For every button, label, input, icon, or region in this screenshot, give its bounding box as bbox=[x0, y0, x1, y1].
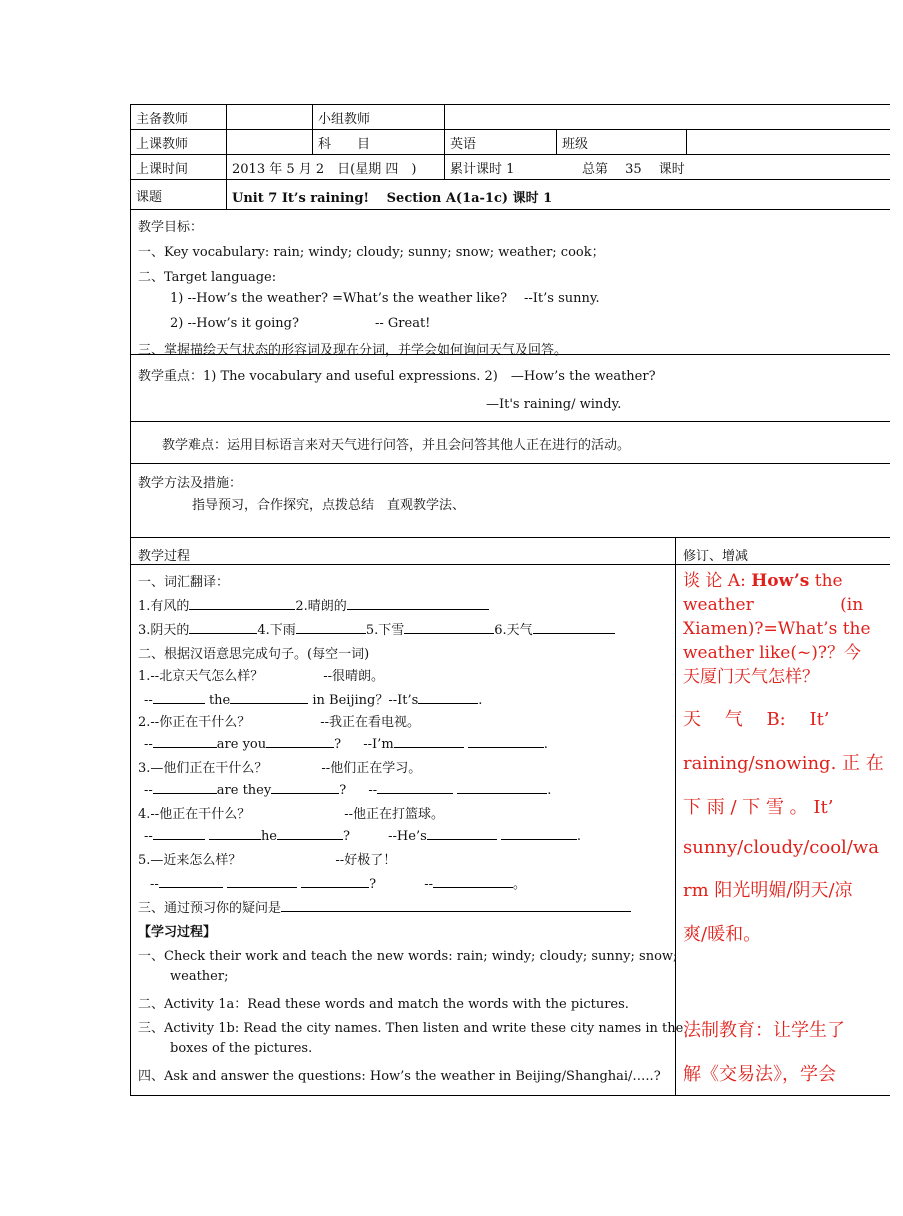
section-methods bbox=[130, 463, 890, 537]
question-4: 4.--他正在干什么？ --他正在打篮球。 bbox=[138, 807, 444, 822]
section-key-points bbox=[130, 354, 890, 421]
value-topic: Unit 7 It’s raining! Section A(1a-1c) 课时 1 bbox=[232, 191, 553, 206]
methods-body: 指导预习，合作探究，点拨总结 直观教学法、 bbox=[192, 498, 466, 513]
process-header-row bbox=[130, 537, 890, 564]
objectives-line-2: 二、Target language: bbox=[138, 270, 277, 285]
label-teacher: 上课教师 bbox=[136, 137, 189, 152]
row-lead-teacher bbox=[130, 104, 890, 129]
section-objectives bbox=[130, 209, 890, 358]
study-process-title: 【学习过程】 bbox=[138, 925, 217, 940]
revision-a4: weather like(~)?？今 bbox=[683, 643, 861, 663]
value-subject: 英语 bbox=[450, 137, 477, 152]
objectives-line-3a: 1) --How’s the weather? =What’s the weather like? bbox=[170, 291, 508, 306]
revision-c2: 解《交易法》，学会 bbox=[683, 1064, 836, 1085]
objectives-line-1: 一、Key vocabulary: rain; windy; cloudy; sunny; snow; weather; cook； bbox=[138, 245, 605, 260]
process-body bbox=[130, 564, 890, 1096]
value-lead-teacher bbox=[226, 105, 312, 129]
question-3: 3.—他们正在干什么？ --他们正在学习。 bbox=[138, 761, 422, 776]
question-1: 1.--北京天气怎么样？ --很晴朗。 bbox=[138, 669, 384, 684]
question-3-blanks: -- are they ? -- . bbox=[144, 783, 552, 798]
key-points-line-1: 教学重点：1) The vocabulary and useful expressions. 2) —How’s the weather? bbox=[138, 369, 656, 384]
difficulty-text: 教学难点：运用目标语言来对天气进行问答，并且会问答其他人正在进行的活动。 bbox=[162, 438, 631, 453]
revision-a1: 谈 论 A: How’s the bbox=[683, 571, 843, 591]
row-time bbox=[130, 154, 890, 179]
sentences-title: 二、根据汉语意思完成句子。(每空一词) bbox=[138, 647, 370, 662]
process-header-right: 修订、增减 bbox=[683, 549, 749, 564]
objectives-line-3b: --It’s sunny. bbox=[524, 291, 600, 306]
value-date: 2013 年 5 月 2 日(星期 四 ) bbox=[232, 162, 417, 177]
question-2-blanks: -- are you ? --I’m . bbox=[144, 737, 548, 752]
question-5-blanks: -- ? -- 。 bbox=[150, 877, 527, 892]
question-1-blanks: -- the in Beijing？--It’s . bbox=[144, 693, 483, 708]
key-points-line-2: —It's raining/ windy. bbox=[486, 397, 622, 412]
revision-a5: 天厦门天气怎样？ bbox=[683, 667, 819, 687]
vocab-line-1: 1.有风的 2.晴朗的 bbox=[138, 595, 489, 614]
revision-b5: rm 阳光明媚/阴天/凉 bbox=[683, 880, 853, 901]
label-topic: 课题 bbox=[136, 190, 163, 205]
question-2: 2.--你正在干什么？ --我正在看电视。 bbox=[138, 715, 420, 730]
process-step-1: 一、Check their work and teach the new words: rain; windy; cloudy; sunny; snow; bbox=[138, 949, 678, 964]
vocab-title: 一、词汇翻译： bbox=[138, 575, 230, 590]
objectives-line-4b: -- Great! bbox=[375, 316, 431, 331]
objectives-title: 教学目标： bbox=[138, 220, 204, 235]
section-difficulty bbox=[130, 421, 890, 463]
label-group-teacher: 小组教师 bbox=[318, 112, 371, 127]
process-step-3: 三、Activity 1b: Read the city names. Then listen and write these city names in the bbox=[138, 1021, 684, 1036]
revision-b2: raining/snowing. 正 在 bbox=[683, 753, 884, 774]
revision-b3: 下 雨 / 下 雪 。 It’ bbox=[683, 797, 834, 818]
label-subject: 科 目 bbox=[318, 137, 371, 152]
row-teacher bbox=[130, 129, 890, 154]
row-topic bbox=[130, 179, 890, 209]
label-time: 上课时间 bbox=[136, 162, 189, 177]
process-step-2: 二、Activity 1a：Read these words and match the words with the pictures. bbox=[138, 997, 629, 1012]
revision-b1: 天 气 B: It’ bbox=[683, 709, 830, 730]
revision-a3: Xiamen)?=What’s the bbox=[683, 619, 871, 639]
questions-from-preview: 三、通过预习你的疑问是 bbox=[138, 897, 631, 916]
value-cumulative: 累计课时 1 bbox=[450, 162, 515, 177]
revision-b6: 爽/暖和。 bbox=[683, 924, 762, 945]
revision-a2: weather (in bbox=[683, 595, 864, 615]
objectives-line-5: 三、掌握描绘天气状态的形容词及现在分词，并学会如何询问天气及回答。 bbox=[138, 343, 568, 358]
process-header-left: 教学过程 bbox=[138, 549, 191, 564]
revision-c1: 法制教育：让学生了 bbox=[683, 1020, 845, 1041]
process-step-4: 四、Ask and answer the questions: How’s the weather in Beijing/Shanghai/…..? bbox=[138, 1069, 661, 1084]
value-total: 总第 35 课时 bbox=[582, 162, 685, 177]
question-4-blanks: -- he ? --He’s . bbox=[144, 829, 582, 844]
process-step-1b: weather; bbox=[170, 969, 229, 984]
table-bottom-border bbox=[130, 1095, 890, 1096]
process-step-3b: boxes of the pictures. bbox=[170, 1041, 313, 1056]
label-lead-teacher: 主备教师 bbox=[136, 112, 189, 127]
revision-b4: sunny/cloudy/cool/wa bbox=[683, 837, 879, 858]
methods-title: 教学方法及措施： bbox=[138, 476, 243, 491]
vocab-line-2: 3.阴天的 4.下雨 5.下雪 6.天气 bbox=[138, 619, 615, 638]
question-5: 5.—近来怎么样？ --好极了！ bbox=[138, 853, 397, 868]
revisions-column bbox=[683, 569, 903, 1086]
label-class: 班级 bbox=[562, 137, 589, 152]
objectives-line-4a: 2) --How’s it going? bbox=[170, 316, 299, 331]
